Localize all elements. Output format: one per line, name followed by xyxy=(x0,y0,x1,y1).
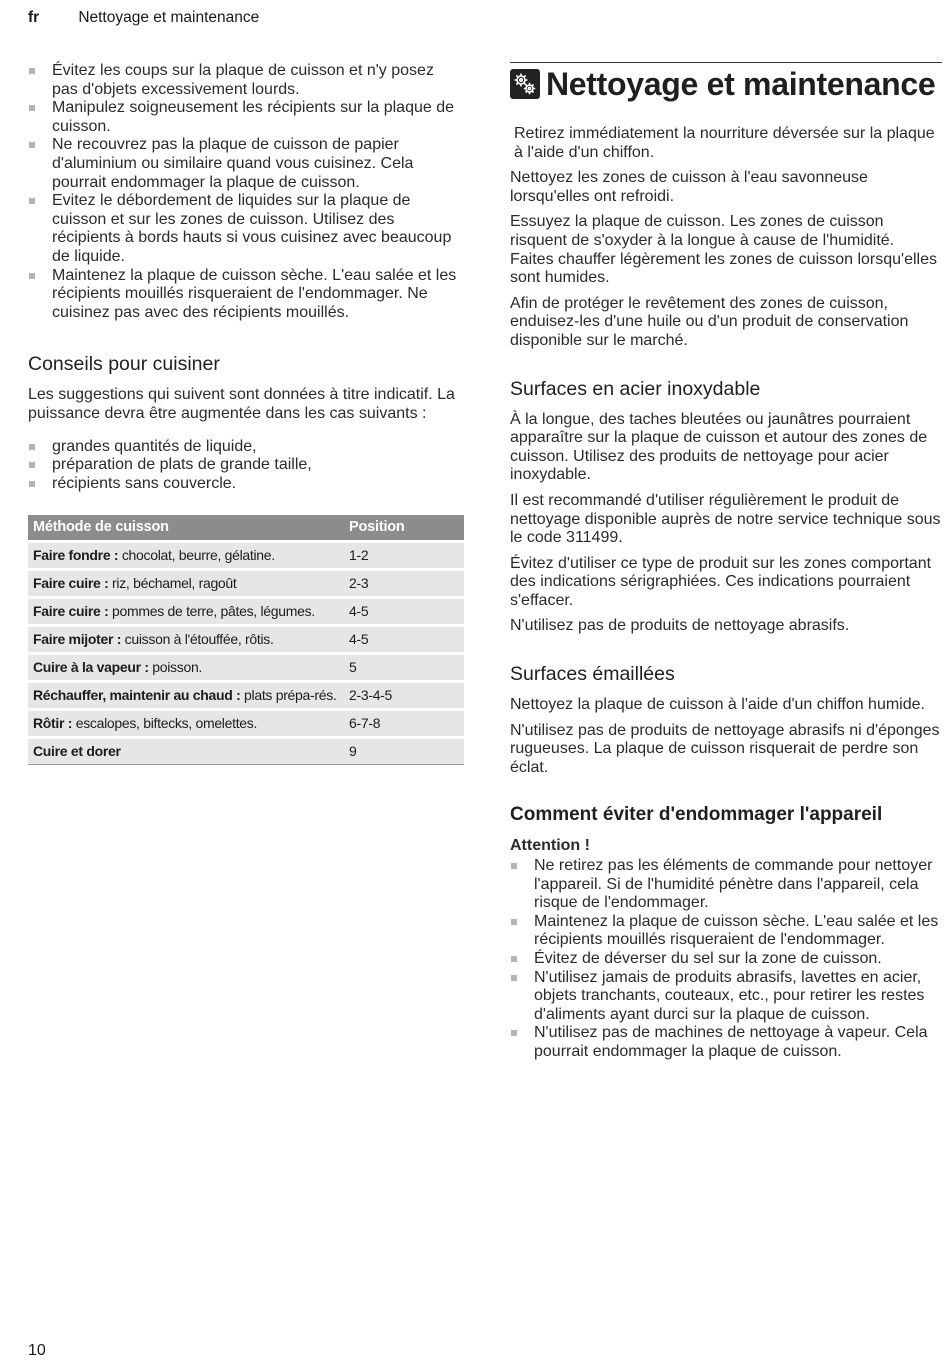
method-label: Réchauffer, maintenir au chaud : xyxy=(33,687,241,704)
table-row xyxy=(28,710,464,738)
list-item: grandes quantités de liquide, xyxy=(28,438,464,457)
conseils-intro: Les suggestions qui suivent sont données à titre indicatif. La puissance devra être augmentée dans les cas suivants : xyxy=(28,386,455,422)
paragraph: Nettoyez la plaque de cuisson à l'aide d'un chiffon humide. xyxy=(510,696,925,714)
method-cell xyxy=(28,682,344,710)
paragraph: Évitez d'utiliser ce type de produit sur les zones comportant des indications sérigraphiées. Ces indications pourraient s'effacer. xyxy=(510,554,932,609)
page-header xyxy=(28,9,259,27)
method-cell xyxy=(28,654,344,682)
method-text: escalopes, biftecks, omelettes. xyxy=(72,715,258,732)
method-label: Faire cuire : xyxy=(33,603,109,620)
list-item: N'utilisez pas de machines de nettoyage à vapeur. Cela pourrait endommager la plaque de cuisson. xyxy=(510,1024,942,1061)
position-cell: 1-2 xyxy=(344,542,464,570)
section-heading-inox: Surfaces en acier inoxydable xyxy=(510,377,761,400)
conseils-bullet-list xyxy=(28,438,464,494)
attention-label: Attention ! xyxy=(510,837,590,855)
list-item: Manipulez soigneusement les récipients sur la plaque de cuisson. xyxy=(28,99,464,136)
left-column xyxy=(28,62,464,765)
method-cell xyxy=(28,738,344,765)
list-item: Evitez le débordement de liquides sur la plaque de cuisson et sur les zones de cuisson. Utilisez des récipients à bords hauts si vous cuisinez avec beaucoup de liquide. xyxy=(28,192,464,266)
position-cell: 6-7-8 xyxy=(344,710,464,738)
method-label: Faire mijoter : xyxy=(33,631,122,648)
paragraph: Nettoyez les zones de cuisson à l'eau savonneuse lorsqu'elles ont refroidi. xyxy=(510,169,868,205)
table-header-row xyxy=(28,515,464,542)
paragraph: N'utilisez pas de produits de nettoyage abrasifs ni d'éponges rugueuses. La plaque de cuisson risquerait de perdre son éclat. xyxy=(510,721,940,776)
list-item: Évitez de déverser du sel sur la zone de cuisson. xyxy=(510,950,942,969)
table-row xyxy=(28,598,464,626)
method-text: cuisson à l'étouffée, rôtis. xyxy=(121,631,274,648)
safety-bullet-list xyxy=(28,62,464,322)
section-heading-emaillees: Surfaces émaillées xyxy=(510,663,675,686)
paragraph: N'utilisez pas de produits de nettoyage abrasifs. xyxy=(510,617,850,635)
method-cell xyxy=(28,542,344,570)
table-row xyxy=(28,738,464,765)
table-row xyxy=(28,542,464,570)
method-text: poisson. xyxy=(148,659,203,676)
paragraph: Afin de protéger le revêtement des zones de cuisson, enduisez-les d'une huile ou d'un produit de conservation disponible sur le marché. xyxy=(510,294,909,349)
method-cell xyxy=(28,710,344,738)
paragraph: Il est recommandé d'utiliser régulièrement le produit de nettoyage disponible auprès de notre service technique sous le code 311499. xyxy=(510,491,941,547)
main-title: Nettoyage et maintenance xyxy=(546,66,936,102)
right-column xyxy=(510,62,942,1062)
list-item: Ne retirez pas les éléments de commande pour nettoyer l'appareil. Si de l'humidité pénètre dans l'appareil, cela risque de l'endommager. xyxy=(510,857,942,913)
list-item: récipients sans couvercle. xyxy=(28,475,464,494)
method-cell xyxy=(28,570,344,598)
list-item: Évitez les coups sur la plaque de cuisson et n'y posez pas d'objets excessivement lourds. xyxy=(28,62,464,99)
list-item: N'utilisez jamais de produits abrasifs, lavettes en acier, objets tranchants, couteaux, etc., pour retirer les restes d'aliments ayant durci sur la plaque de cuisson. xyxy=(510,969,942,1025)
position-cell: 2-3 xyxy=(344,570,464,598)
method-text: pommes de terre, pâtes, légumes. xyxy=(108,603,315,620)
method-label: Faire cuire : xyxy=(33,575,109,592)
cooking-table xyxy=(28,515,464,765)
position-cell: 4-5 xyxy=(344,626,464,654)
table-row xyxy=(28,654,464,682)
method-cell xyxy=(28,598,344,626)
table-row xyxy=(28,626,464,654)
table-row xyxy=(28,570,464,598)
method-text: plats prépa-rés. xyxy=(240,687,337,704)
damage-bullet-list xyxy=(510,857,942,1062)
page-number: 10 xyxy=(28,1342,46,1359)
column-header-method: Méthode de cuisson xyxy=(28,515,344,542)
paragraph: À la longue, des taches bleutées ou jaunâtres pourraient apparaître sur la plaque de cuisson et autour des zones de cuisson. Utilisez des produits de nettoyage pour acier inoxydable. xyxy=(510,410,928,484)
list-item: préparation de plats de grande taille, xyxy=(28,456,464,475)
position-cell: 2-3-4-5 xyxy=(344,682,464,710)
header-section-title: Nettoyage et maintenance xyxy=(78,9,260,26)
list-item: Maintenez la plaque de cuisson sèche. L'eau salée et les récipients mouillés risqueraient de l'endommager. Ne cuisinez pas avec des récipients mouillés. xyxy=(28,267,464,323)
section-heading-eviter: Comment éviter d'endommager l'appareil xyxy=(510,804,883,826)
paragraph: Essuyez la plaque de cuisson. Les zones de cuisson risquent de s'oxyder à la longue à cause de l'humidité. Faites chauffer légèrement les zones de cuisson lorsqu'elles sont humides. xyxy=(510,213,937,287)
method-label: Rôtir : xyxy=(33,715,73,732)
column-header-position: Position xyxy=(344,515,464,542)
list-item: Maintenez la plaque de cuisson sèche. L'eau salée et les récipients mouillés risqueraient de l'endommager. xyxy=(510,913,942,950)
section-heading-conseils: Conseils pour cuisiner xyxy=(28,353,220,376)
method-text: chocolat, beurre, gélatine. xyxy=(118,547,275,564)
method-text: riz, béchamel, ragoût xyxy=(108,575,237,592)
paragraph: Retirez immédiatement la nourriture déversée sur la plaque à l'aide d'un chiffon. xyxy=(514,125,935,161)
main-title-row xyxy=(510,62,942,103)
position-cell: 9 xyxy=(344,738,464,765)
method-label: Cuire à la vapeur : xyxy=(33,659,149,676)
method-label: Cuire et dorer xyxy=(33,743,121,760)
list-item: Ne recouvrez pas la plaque de cuisson de papier d'aluminium ou similaire quand vous cuisinez. Cela pourrait endommager la plaque de cuisson. xyxy=(28,136,464,192)
method-label: Faire fondre : xyxy=(33,547,119,564)
position-cell: 5 xyxy=(344,654,464,682)
method-cell xyxy=(28,626,344,654)
table-row xyxy=(28,682,464,710)
gears-icon xyxy=(510,69,540,99)
language-code: fr xyxy=(28,9,40,26)
position-cell: 4-5 xyxy=(344,598,464,626)
